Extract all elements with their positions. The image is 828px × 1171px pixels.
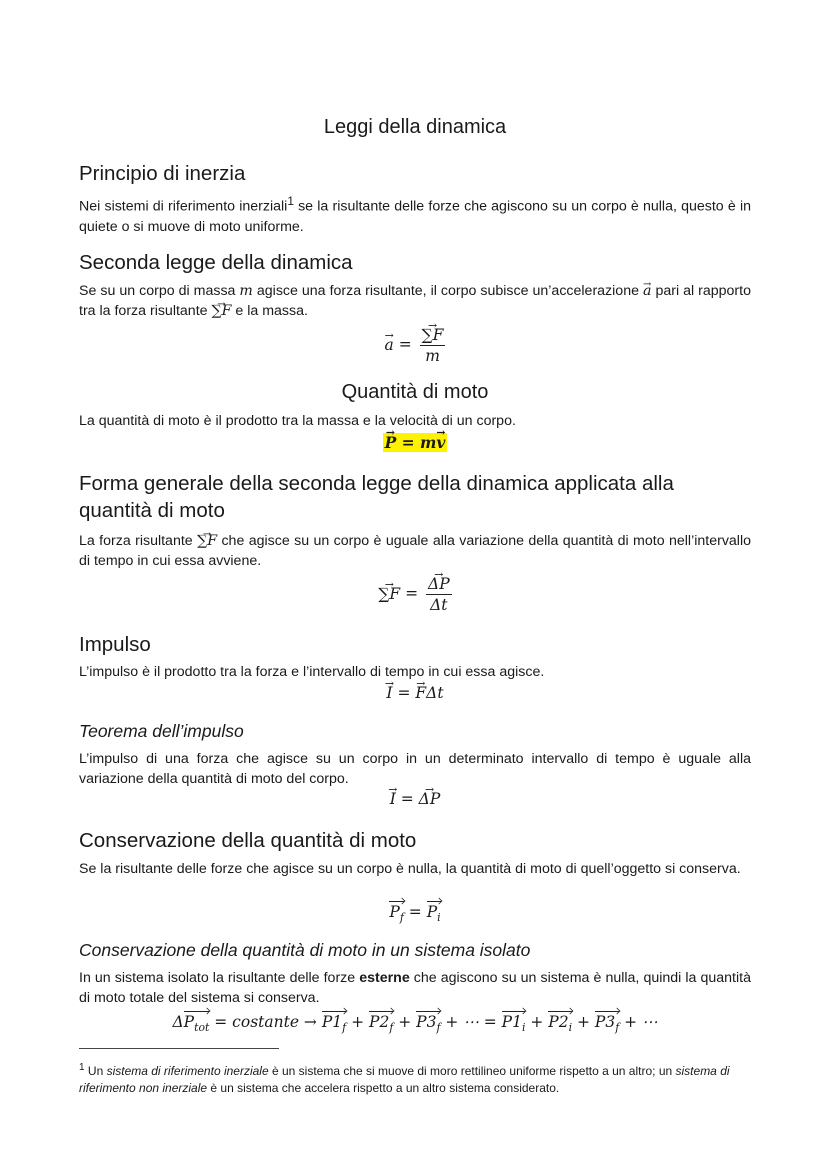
text: agisce una forza risultante, il corpo subisce un’accelerazione [252,283,643,299]
eq-sub: f [389,1021,394,1035]
eq-m: m [420,433,437,452]
italic-text: sistema di riferimento non inerziale [79,1064,730,1095]
eq-term [322,1011,346,1034]
page-title: Leggi della dinamica [323,116,507,138]
heading-forma-generale: Forma generale della seconda legge della dinamica applicata alla quantità di moto [79,472,674,522]
eq-numerator: → ΔP [426,575,452,595]
symbol-m: m [239,283,253,299]
paragraph-impulso: L’impulso è il prodotto tra la forza e l’intervallo di tempo in cui essa agisce. [79,664,545,680]
footnote-ref: 1 [287,194,294,208]
eq-sub: f [399,911,404,925]
eq-p: → P [385,433,397,452]
italic-text: sistema di riferimento inerziale [106,1064,269,1078]
eq-term-label: P1 [501,1013,522,1031]
eq-numerator: → ∑F [420,326,446,346]
eq-sub: i [437,911,441,925]
equation-acceleration: → a = → $\frac{\sum F}{m}$ [79,326,751,365]
text: è un sistema che si muove di moro rettilineo uniforme rispetto a un altro; un [268,1064,676,1078]
eq-op: + [393,1013,417,1031]
paragraph-sistema-isolato [79,968,751,1008]
eq-delta-p: → ΔP [419,790,441,808]
eq-pf [389,901,403,924]
eq-denominator: Δt [430,596,448,614]
fraction [420,326,446,365]
eq-denominator: m [425,347,440,365]
eq-op: + ⋯ [619,1013,658,1031]
bold-text: esterne [359,970,410,986]
heading-impulso: Impulso [79,633,151,656]
paragraph-teorema-impulso: L’impulso di una forza che agisce su un corpo in un determinato intervallo di tempo è uguale alla variazione della quantità di moto del corpo. [79,751,751,787]
text: Se su un corpo di massa [79,283,240,299]
footnote-separator [79,1048,279,1049]
eq-ptot [184,1011,210,1034]
eq-lhs: → ∑F [378,585,400,603]
text: che agisce su un corpo è uguale alla variazione della quantità di moto nell’intervallo di tempo in cui essa avviene. [79,533,751,569]
eq-dt: Δt [426,684,444,702]
heading-sistema-isolato: Conservazione della quantità di moto in un sistema isolato [79,940,531,960]
text: Nei sistemi di riferimento inerziali [79,198,288,215]
eq-term [502,1011,526,1034]
heading-conservazione: Conservazione della quantità di moto [79,829,417,852]
eq-term-label: P2 [369,1013,390,1031]
eq-term-label: P1 [321,1013,343,1031]
footnote [79,1059,751,1097]
eq-op: + [572,1013,595,1031]
eq-delta: Δ [172,1013,184,1031]
eq-lhs: → a [385,336,394,354]
text: In un sistema isolato la risultante delle forze [79,970,360,986]
eq-term-label: P3 [594,1013,616,1031]
paragraph-forma-generale [79,531,751,571]
eq-i: → I [386,684,392,702]
eq-i: → I [390,790,396,808]
eq-v: → v [436,433,445,452]
heading-principio-inerzia: Principio di inerzia [79,162,246,185]
eq-op: + [346,1013,370,1031]
text: Un [84,1064,107,1078]
eq-sub: f [436,1021,441,1035]
eq-p: P [389,903,400,921]
eq-p: P [426,903,438,921]
text: che agiscono su un sistema è nulla, quindi la quantità di moto totale del sistema si conserva. [79,970,751,1006]
eq-sub: tot [194,1021,210,1035]
text: è un sistema che accelera rispetto a un altro sistema considerato. [207,1081,560,1095]
equation-momentum-change: → ∑F = → $\frac{\Delta P}{\Delta t}$ [79,575,751,614]
text: se la risultante delle forze che agiscono su un corpo è nulla, questo è in quiete o si muove di moto uniforme. [79,198,751,235]
symbol-sum-f: → ∑F [211,301,231,321]
equation-momentum [79,433,751,452]
eq-op: + [525,1013,549,1031]
eq-op: + ⋯ = [440,1013,502,1031]
eq-p: P [183,1013,195,1031]
paragraph-seconda-legge [79,281,751,321]
eq-text: = costante → [209,1013,322,1031]
equation-impulse: → I = → FΔt [79,684,751,702]
paragraph-conservazione: Se la risultante delle forze che agisce su un corpo è nulla, la quantità di moto di quell’oggetto si conserva. [79,861,741,877]
heading-quantita-moto: Quantità di moto [341,381,489,403]
eq-term-label: P2 [548,1013,569,1031]
equation-conservation: $P_f = P_i$ [389,903,441,925]
equation-impulse-theorem: → I = → ΔP [79,790,751,808]
paragraph-inerzia [79,191,751,237]
eq-term [548,1011,572,1034]
eq-pi [427,901,441,924]
text: pari al rapporto tra la forza risultante [79,283,751,319]
eq-f: → F [415,684,426,702]
eq-sub: i [568,1021,573,1035]
heading-seconda-legge: Seconda legge della dinamica [79,251,353,274]
equation-isolated-system [79,1011,751,1034]
paragraph-quantita-moto: La quantità di moto è il prodotto tra la massa e la velocità di un corpo. [79,413,516,429]
eq-sub: f [342,1021,347,1035]
heading-teorema-impulso: Teorema dell’impulso [79,721,244,741]
highlighted-equation: → P = m→ v [383,433,448,452]
text: La forza risultante [79,533,198,549]
symbol-sum-f: → ∑F [197,531,217,551]
eq-term [595,1011,619,1034]
eq-term [416,1011,440,1034]
eq-sub: f [615,1021,620,1035]
eq-term-label: P3 [416,1013,437,1031]
eq-sub: i [521,1021,526,1035]
eq-term [369,1011,393,1034]
text: e la massa. [231,303,308,319]
fraction [426,575,452,614]
symbol-a-vector: → a [643,281,651,301]
footnote-number: 1 [79,1062,85,1073]
